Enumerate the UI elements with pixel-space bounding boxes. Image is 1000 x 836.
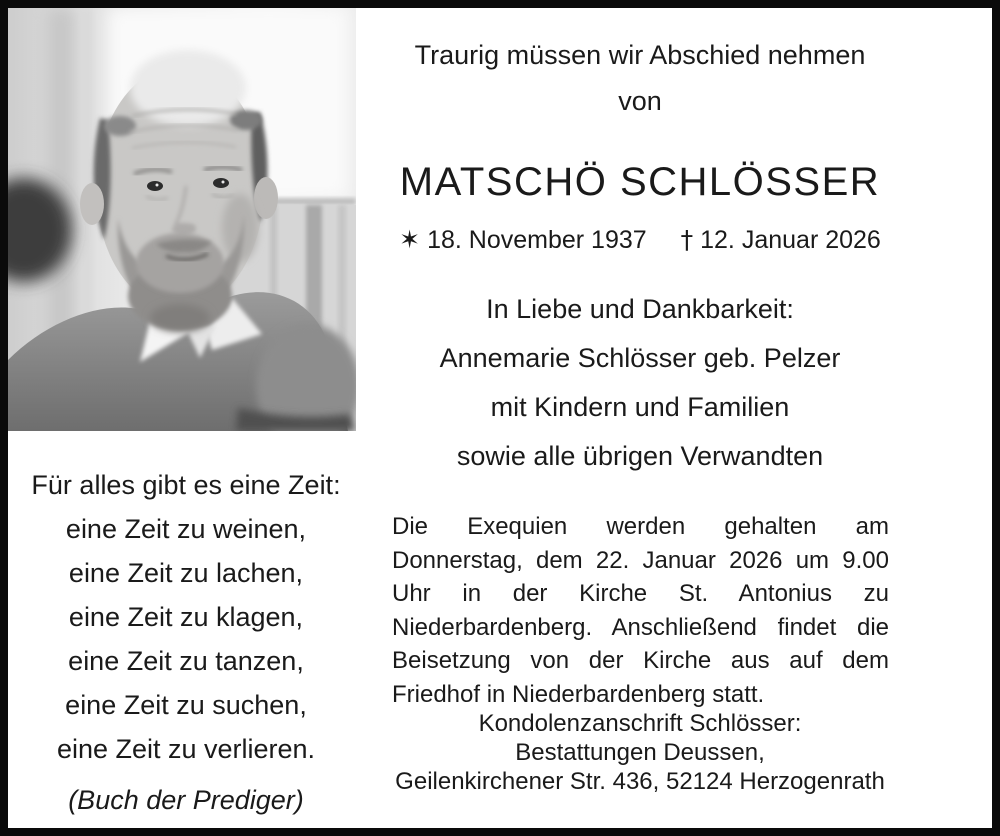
mourners-line-1: In Liebe und Dankbarkeit: (486, 294, 794, 324)
poem-source: (Buch der Prediger) (68, 785, 304, 815)
mourners-line-2: Annemarie Schlösser geb. Pelzer (439, 343, 841, 373)
intro-block (392, 32, 888, 124)
birth-star-icon: ✶ (399, 225, 421, 254)
intro-line-1: Traurig müssen wir Abschied nehmen (414, 40, 866, 70)
condolence-line-1: Kondolenzanschrift Schlösser: (478, 710, 802, 737)
funeral-details-paragraph: Die Exequien werden gehalten am Donnerstag, dem 22. Januar 2026 um 9.00 Uhr in der Kirche St. Antonius zu Niederbardenberg. Anschließend findet die Beisetzung von der Kirche aus auf dem Friedhof in Niederbardenberg statt. (392, 513, 889, 708)
portrait-photo (8, 8, 356, 431)
birth-info (399, 225, 647, 255)
intro-line-2: von (618, 86, 662, 116)
poem-line: eine Zeit zu tanzen, (68, 646, 304, 676)
life-dates (392, 225, 888, 255)
condolence-line-2: Bestattungen Deussen, (515, 739, 765, 766)
death-date: 12. Januar 2026 (700, 226, 881, 254)
death-cross-icon: † (680, 225, 694, 254)
mourners-line-4: sowie alle übrigen Verwandten (456, 441, 824, 471)
poem-line: Für alles gibt es eine Zeit: (31, 470, 341, 500)
portrait-photo-illustration (8, 8, 356, 431)
poem-line: eine Zeit zu verlieren. (56, 734, 316, 764)
mourners-line-3: mit Kindern und Familien (490, 392, 790, 422)
poem-line: eine Zeit zu klagen, (68, 602, 304, 632)
death-info (681, 225, 881, 255)
poem-line: eine Zeit zu weinen, (65, 514, 307, 544)
mourners-block (392, 285, 888, 481)
poem-line: eine Zeit zu suchen, (65, 690, 307, 720)
poem-block (8, 463, 364, 822)
birth-date: 18. November 1937 (427, 226, 647, 254)
deceased-name: MATSCHÖ SCHLÖSSER (399, 160, 881, 204)
condolence-address (392, 709, 888, 796)
condolence-line-3: Geilenkirchener Str. 436, 52124 Herzogenrath (395, 768, 885, 795)
poem-line: eine Zeit zu lachen, (68, 558, 304, 588)
